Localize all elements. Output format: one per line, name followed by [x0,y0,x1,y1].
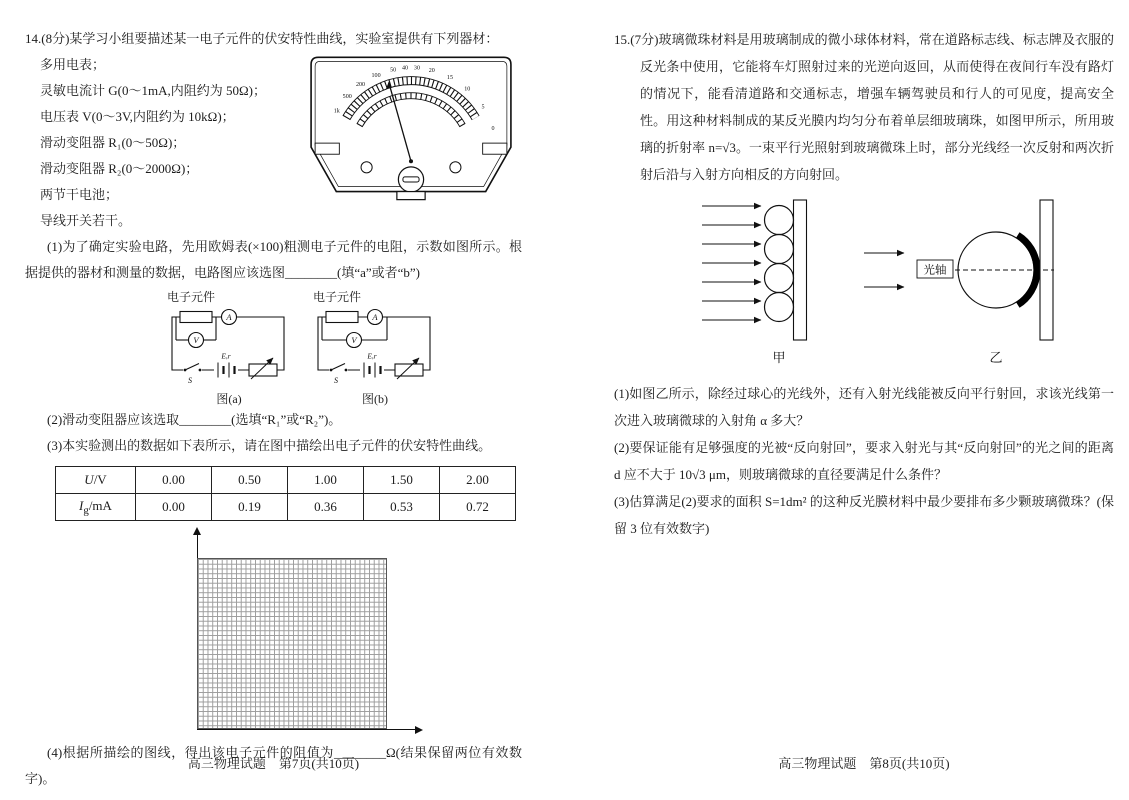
meter-terminal [361,162,372,173]
meter-scale-number: 0 [491,126,495,133]
battery-label: E,r [221,351,231,361]
table-cell: 0.19 [212,494,288,521]
fig-a-caption: 图(a) [216,392,242,406]
q14-part4: (4)根据所描绘的图线，得出该电子元件的阻值为________Ω(结果保留两位有效数字)。 [25,745,522,786]
equipment-item: 电压表 V(0～3V,内阻约为 10kΩ)； [40,109,235,124]
meter-scale-number: 500 [342,93,352,100]
meter-scale-number: 10 [464,86,471,93]
figure-jia [702,200,807,365]
circuit-a [165,290,293,407]
iv-graph [185,530,427,736]
equipment-item: 滑动变阻器 R₁(0～50Ω)； [40,135,186,150]
q15-part3: (3)估算满足(2)要求的面积 S=1dm² 的这种反光膜材料中最少要排布多少颗玻璃微珠？(保留 3 位有效数字) [614,494,1114,536]
meter-scale-number: 40 [402,65,409,72]
data-table [55,466,516,521]
table-header-u: U/V [56,467,136,494]
multimeter-drawing [302,54,520,206]
switch-letter: S [188,376,192,385]
rheostat-symbol [249,364,277,376]
figure-yi [864,200,1054,365]
table-header-i: $I_g/mA$ [56,494,136,521]
multimeter-figure [302,52,522,234]
bead-circle [765,235,794,264]
circuit-b [311,290,439,407]
table-cell: 0.00 [136,494,212,521]
component-label: 电子元件 [167,290,216,304]
component-box [326,312,358,323]
circuit-a-drawing [165,305,291,387]
equipment-item: 两节干电池； [40,187,119,202]
meter-scale-number: 1k [333,108,340,115]
page-7 [25,26,522,786]
bead-circle [765,293,794,322]
meter-knob-slot [403,177,419,182]
graph-grid [197,558,387,729]
circuit-figures [165,290,522,407]
meter-scale-number: 5 [481,104,485,111]
x-axis-arrow [415,726,423,734]
rheostat-symbol [395,364,423,376]
page-8-footer: 高三物理试题 第8页(共10页) [778,756,950,771]
meter-scale-number: 20 [428,67,435,74]
component-box [180,312,212,323]
bead-circle [765,206,794,235]
circuit-b-drawing [311,305,437,387]
ammeter-letter: A [226,312,232,323]
optical-axis-label: 光轴 [923,264,947,277]
label-jia: 甲 [772,350,786,365]
equipment-item: 导线开关若干。 [40,213,132,228]
table-cell: 2.00 [440,467,516,494]
meter-terminal [450,162,461,173]
fig-b-caption: 图(b) [362,392,388,406]
voltmeter-letter: V [351,335,357,346]
bead-circle [765,264,794,293]
meter-side-plate [483,143,507,154]
meter-scale-number: 200 [355,81,366,88]
x-axis [197,729,417,730]
q15-part2: (2)要保证能有足够强度的光被“反向射回”，要求入射光与其“反向射回”的光之间的距离 d 应不大于 10√3 μm，则玻璃微球的直径要满足什么条件？ [614,440,1114,482]
table-cell: 1.50 [364,467,440,494]
meter-scale-number: 50 [390,67,397,74]
battery-label: E,r [367,351,377,361]
table-cell: 0.00 [136,467,212,494]
optics-drawing [698,198,1058,368]
q14-part1: (1)为了确定实验电路，先用欧姆表(×100)粗测电子元件的电阻，示数如图所示。根据提供的器材和测量的数据，电路图应该选图________(填“a”或者“b”) [25,239,522,280]
equipment-list [40,52,302,234]
meter-scale-number: 30 [413,65,420,72]
table-cell: 0.50 [212,467,288,494]
optics-figure [698,198,1114,372]
q15-part1: (1)如图乙所示，除经过球心的光线外，还有入射光线能被反向平行射回，求该光线第一次进入玻璃微球的入射角 α 多大？ [614,386,1114,428]
label-yi: 乙 [989,350,1003,365]
voltmeter-letter: V [193,335,199,346]
q14-part2: (2)滑动变阻器应该选取________(选填“R₁”或“R₂”)。 [47,412,342,427]
meter-stand-tab [397,192,425,200]
meter-needle-pivot [409,159,413,163]
film-strip [794,200,807,340]
table-cell: 0.72 [440,494,516,521]
meter-side-plate [315,143,339,154]
equipment-item: 多用电表； [40,57,106,72]
table-row-current [56,494,516,521]
switch-letter: S [334,376,338,385]
equipment-item: 滑动变阻器 R₂(0～2000Ω)； [40,161,199,176]
page-8 [614,26,1114,786]
table-cell: 0.53 [364,494,440,521]
equipment-item: 灵敏电流计 G(0～1mA,内阻约为 50Ω)； [40,83,266,98]
meter-scale-number: 15 [446,74,453,81]
table-row-voltage [56,467,516,494]
component-label: 电子元件 [313,290,362,304]
table-cell: 1.00 [288,467,364,494]
q14-heading: 14.(8分)某学习小组要描述某一电子元件的伏安特性曲线，实验室提供有下列器材： [25,31,499,46]
q15-heading: 15.(7分)玻璃微珠材料是用玻璃制成的微小球体材料，常在道路标志线、标志牌及衣服的反光条中使用，它能将车灯照射过来的光逆向返回，从而使得在夜间行车没有路灯的情况下，能看清道路和交通标志，增强车辆驾驶员和行人的可见度，提高安全性。用这种材料制成的某反光膜内均匀分布着单层细玻璃珠，如图甲所示，所用玻璃的折射率 n=√3。一束平行光照射到玻璃微珠上时，部分光线经一次反射和两次折射后沿与入射方向相反的方向射回。 [614,32,1114,182]
page-7-footer: 高三物理试题 第7页(共10页) [187,756,360,771]
table-cell: 0.36 [288,494,364,521]
meter-scale-number: 100 [371,72,381,79]
ammeter-letter: A [372,312,378,323]
q14-part3: (3)本实验测出的数据如下表所示，请在图中描绘出电子元件的伏安特性曲线。 [47,438,492,453]
q14-equipment-row [25,52,522,234]
